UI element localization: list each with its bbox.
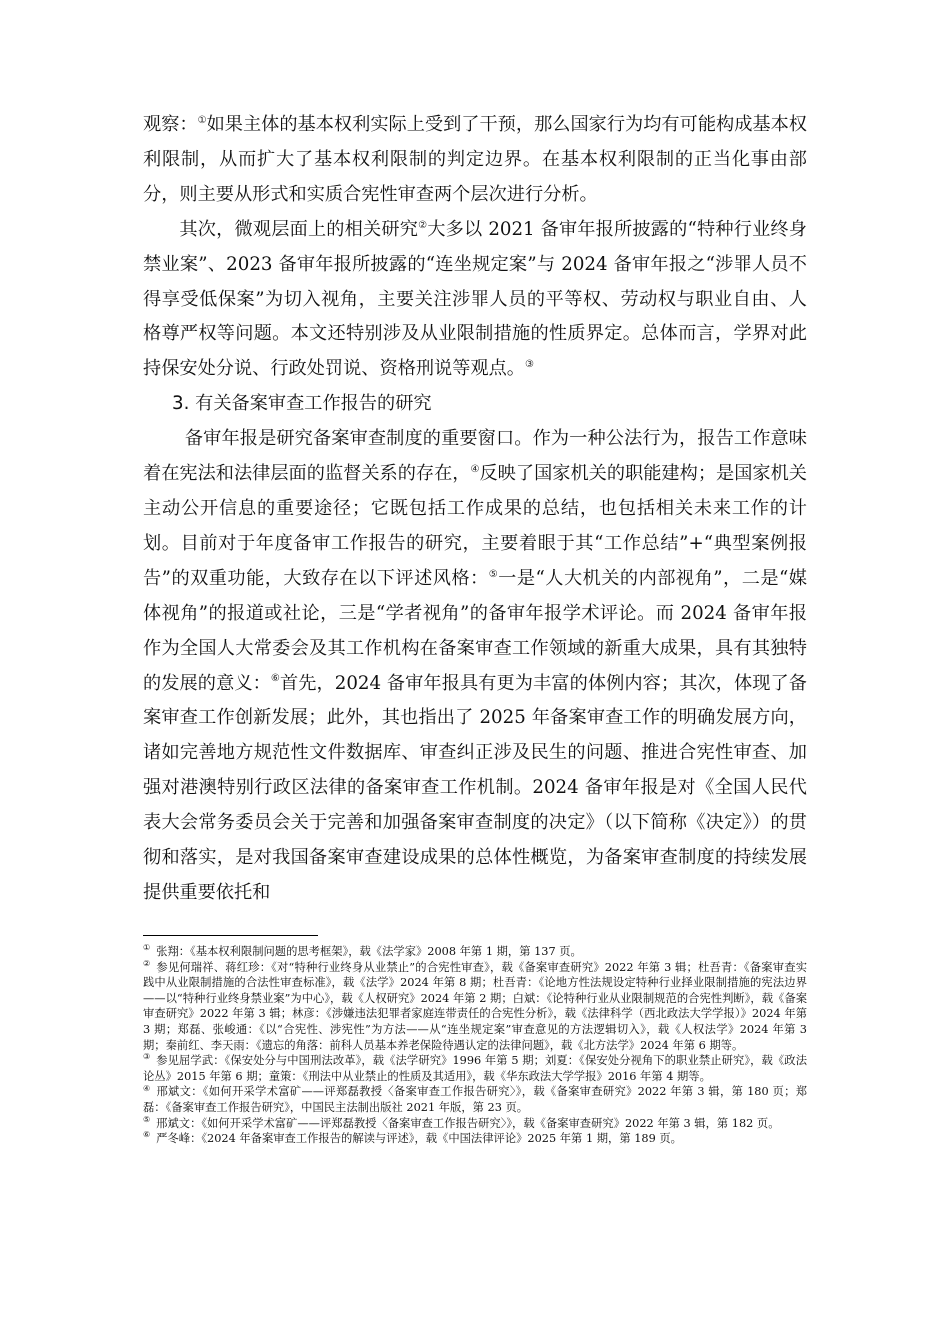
footnote-text: 严冬峰：《2024 年备案审查工作报告的解读与评述》，载《中国法律评论》2025 年第 1 期，第 189 页。 [156,1132,682,1146]
footnote-mark: ⑤ [143,1114,151,1124]
footnote-text: 参见何瑞祥、蒋红珍：《对“特种行业终身从业禁止”的合宪性审查》，载《备案审查研究》2022 年第 3 辑；杜吾青：《备案审查实践中从业限制措施的合法性审查标准》，载《法学》2024 年第 8 期；杜吾青：《论地方性法规设定特种行业择业限制措施的宪法边界——以“特种行业终身禁业案”为中心》，载《人权研究》2024 年第 2 期；白斌：《论特种行业从业限制规范的合宪性判断》，载《备案审查研究》2022 年第 3 辑；林彦：《涉嫌违法犯罪者家庭连带责任的合宪性分析》，载《法律科学（西北政法大学学报）》2024 年第 3 期；郑磊、张峻通：《以“合宪性、涉宪性”为方法——从“连坐规定案”审查意见的方法逻辑切入》，载《人权法学》2024 年第 3 期；秦前红、李天雨：《遗忘的角落：前科人员基本养老保险待遇认定的法律问题》，载《北方法学》2024 年第 6 期等。 [143,960,807,1052]
footnote-6 [143,1131,807,1147]
footnote-3 [143,1053,807,1084]
paragraph-2: 其次，微观层面上的相关研究②大多以 2021 备审年报所披露的“特种行业终身禁业案”、2023 备审年报所披露的“连坐规定案”与 2024 备审年报之“涉罪人员不得享受低保案”为切入视角，主要关注涉罪人员的平等权、劳动权与职业自由、人格尊严权等问题。本文还特别涉及从业限制措施的性质界定。总体而言，学界对此持保安处分说、行政处罚说、资格刑说等观点。③ [143,218,807,380]
footnote-mark: ④ [143,1083,151,1093]
footnote-mark: ③ [143,1052,151,1062]
footnote-mark: ② [143,958,151,968]
footnote-text: 参见屈学武：《保安处分与中国刑法改革》，载《法学研究》1996 年第 5 期；刘夏：《保安处分视角下的职业禁止研究》，载《政法论丛》2015 年第 6 期；童策：《刑法中从业禁止的性质及其适用》，载《华东政法大学学报》2016 年第 4 期等。 [143,1054,807,1083]
footnote-text: 邢斌文：《如何开采学术富矿——评郑磊教授〈备案审查工作报告研究〉》，载《备案审查研究》2022 年第 3 辑，第 180 页；郑磊：《备案审查工作报告研究》，中国民主法制出版社 2021 年版，第 23 页。 [143,1085,807,1114]
footnote-divider [143,935,318,936]
body-text [143,108,807,911]
section-heading: 3. 有关备案审查工作报告的研究 [172,393,432,415]
footnote-mark: ⑥ [143,1130,151,1140]
text-segment: 大多以 2021 备审年报所披露的“特种行业终身禁业案”、2023 备审年报所披露的“连坐规定案”与 2024 备审年报之“涉罪人员不得享受低保案”为切入视角，主要关注涉罪人员的平等权、劳动权与职业自由、人格尊严权等问题。本文还特别涉及从业限制措施的性质界定。总体而言，学界对此持保安处分说、行政处罚说、资格刑说等观点。 [143,218,807,380]
text-segment: 首先，2024 备审年报具有更为丰富的体例内容；其次，体现了备案审查工作创新发展；此外，其也指出了 2025 年备案审查工作的明确发展方向，诸如完善地方规范性文件数据库、审查纠正涉及民生的问题、推进合宪性审查、加强对港澳特别行政区法律的备案审查工作机制。2024 备审年报是对《全国人民代表大会常务委员会关于完善和加强备案审查制度的决定》（以下简称《决定》）的贯彻和落实，是对我国备案审查建设成果的总体性概览，为备案审查制度的持续发展提供重要依托和 [143,672,807,903]
footnotes [143,944,807,1147]
paragraph-1: 观察：①如果主体的基本权利实际上受到了干预，那么国家行为均有可能构成基本权利限制，从而扩大了基本权利限制的判定边界。在基本权利限制的正当化事由部分，则主要从形式和实质合宪性审查两个层次进行分析。 [143,114,807,205]
footnote-4 [143,1084,807,1115]
footnote-text: 张翔：《基本权利限制问题的思考框架》，载《法学家》2008 年第 1 期，第 137 页。 [156,945,582,958]
text-segment: 如果主体的基本权利实际上受到了干预，那么国家行为均有可能构成基本权利限制，从而扩大了基本权利限制的判定边界。在基本权利限制的正当化事由部分，则主要从形式和实质合宪性审查两个层次进行分析。 [143,114,807,205]
paragraph-3: 备审年报是研究备案审查制度的重要窗口。作为一种公法行为，报告工作意味着在宪法和法律层面的监督关系的存在，④反映了国家机关的职能建构；是国家机关主动公开信息的重要途径；它既包括工作成果的总结，也包括相关未来工作的计划。目前对于年度备审工作报告的研究，主要着眼于其“工作总结”+“典型案例报告”的双重功能，大致存在以下评述风格：⑤一是“人大机关的内部视角”，二是“媒体视角”的报道或社论，三是“学者视角”的备审年报学术评论。而 2024 备审年报作为全国人大常委会及其工作机构在备案审查工作领域的新重大成果，具有其独特的发展的意义：⑥首先，2024 备审年报具有更为丰富的体例内容；其次，体现了备案审查工作创新发展；此外，其也指出了 2025 年备案审查工作的明确发展方向，诸如完善地方规范性文件数据库、审查纠正涉及民生的问题、推进合宪性审查、加强对港澳特别行政区法律的备案审查工作机制。2024 备审年报是对《全国人民代表大会常务委员会关于完善和加强备案审查制度的决定》（以下简称《决定》）的贯彻和落实，是对我国备案审查建设成果的总体性概览，为备案审查制度的持续发展提供重要依托和 [143,428,807,903]
text-segment: 一是“人大机关的内部视角”，二是“媒体视角”的报道或社论，三是“学者视角”的备审年报学术评论。而 2024 备审年报作为全国人大常委会及其工作机构在备案审查工作领域的新重大成果，具有其独特的发展的意义： [143,567,807,694]
footnote-5 [143,1116,807,1132]
text-segment: 备审年报是研究备案审查制度的重要窗口。作为一种公法行为，报告工作意味着在宪法和法律层面的监督关系的存在， [143,428,807,485]
footnote-1 [143,944,807,960]
footnote-mark: ① [143,943,151,953]
text-segment: 反映了国家机关的职能建构；是国家机关主动公开信息的重要途径；它既包括工作成果的总结，也包括相关未来工作的计划。目前对于年度备审工作报告的研究，主要着眼于其“工作总结”+“典型案例报告”的双重功能，大致存在以下评述风格： [143,463,807,589]
footnote-text: 邢斌文：《如何开采学术富矿——评郑磊教授〈备案审查工作报告研究〉》，载《备案审查研究》2022 年第 3 辑，第 182 页。 [156,1116,780,1130]
text-segment: 观察： [143,114,198,135]
text-segment: 其次，微观层面上的相关研究 [179,218,419,240]
footnote-2 [143,960,807,1054]
